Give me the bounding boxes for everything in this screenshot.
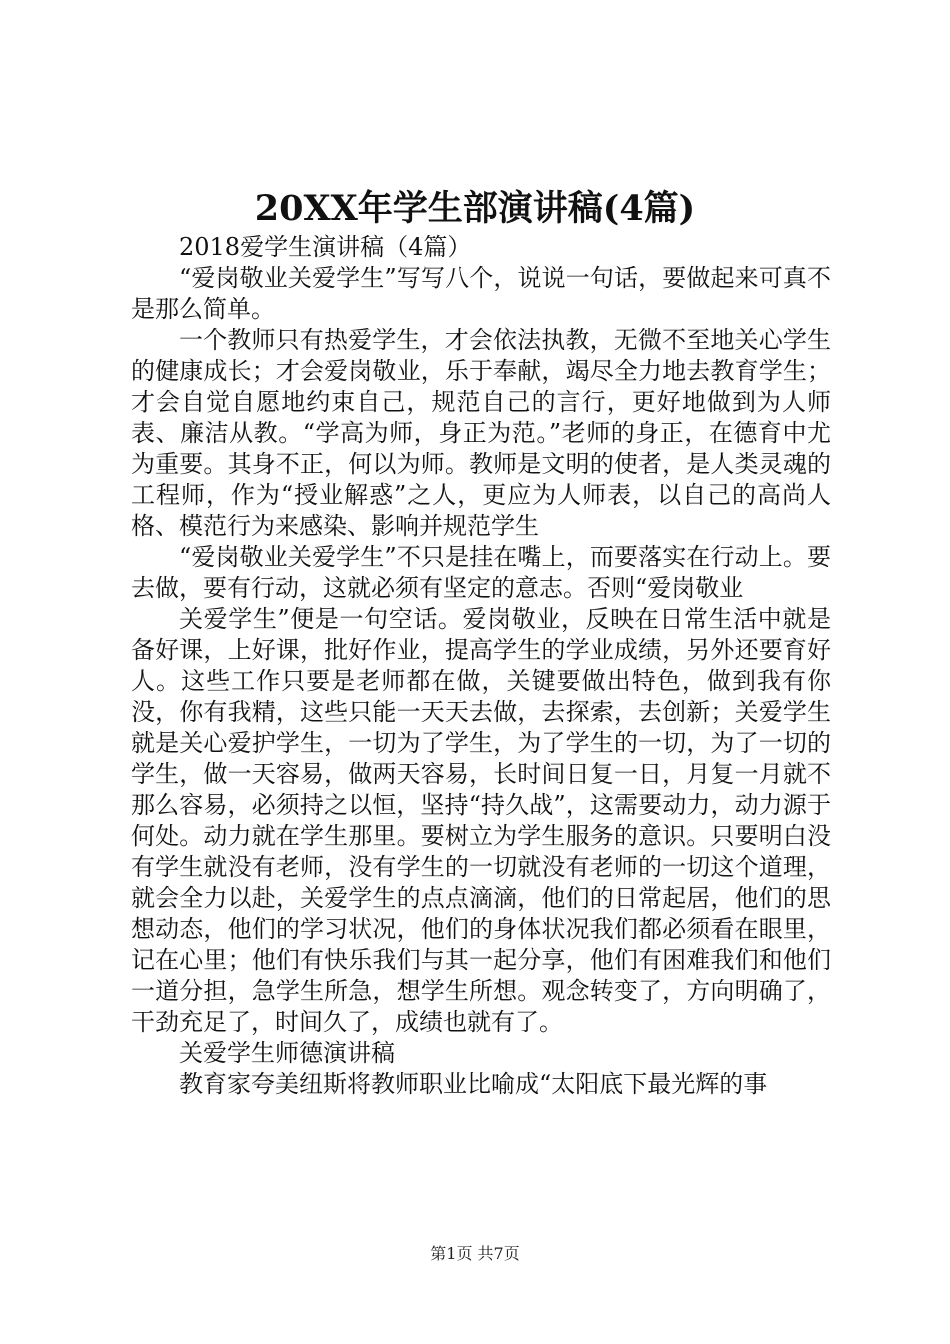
paragraph: “爱岗敬业关爱学生”不只是挂在嘴上，而要落实在行动上。要去做，要有行动，这就必须有坚定的意志。否则“爱岗敬业 bbox=[131, 543, 831, 602]
paragraph: “爱岗敬业关爱学生”写写八个，说说一句话，要做起来可真不是那么简单。 bbox=[131, 264, 831, 323]
paragraph: 关爱学生”便是一句空话。爱岗敬业，反映在日常生活中就是备好课，上好课，批好作业，提高学生的学业成绩，另外还要育好人。这些工作只要是老师都在做，关键要做出特色，做到我有你没，你有我精，这些只能一天天去做，去探索，去创新；关爱学生就是关心爱护学生，一切为了学生，为了学生的一切，为了一切的学生，做一天容易，做两天容易，长时间日复一日，月复一月就不那么容易，必须持之以恒，坚持“持久战”，这需要动力，动力源于何处。动力就在学生那里。要树立为学生服务的意识。只要明白没有学生就没有老师，没有学生的一切就没有老师的一切这个道理，就会全力以赴，关爱学生的点点滴滴，他们的日常起居，他们的思想动态，他们的学习状况，他们的身体状况我们都必须看在眼里，记在心里；他们有快乐我们与其一起分享，他们有困难我们和他们一道分担，急学生所急，想学生所想。观念转变了，方向明确了，干劲充足了，时间久了，成绩也就有了。 bbox=[131, 605, 831, 1036]
page-footer: 第1页 共7页 bbox=[430, 1244, 520, 1263]
document-body bbox=[131, 232, 831, 1100]
document-title: 20XX年学生部演讲稿(4篇) bbox=[254, 188, 696, 229]
paragraph-heading: 关爱学生师德演讲稿 bbox=[179, 1039, 395, 1067]
paragraph: 一个教师只有热爱学生，才会依法执教，无微不至地关心学生的健康成长；才会爱岗敬业，乐于奉献，竭尽全力地去教育学生；才会自觉自愿地约束自己，规范自己的言行，更好地做到为人师表、廉洁从教。“学高为师，身正为范。”老师的身正，在德育中尤为重要。其身不正，何以为师。教师是文明的使者，是人类灵魂的工程师，作为“授业解惑”之人，更应为人师表，以自己的高尚人格、模范行为来感染、影响并规范学生 bbox=[131, 326, 831, 540]
paragraph: 教育家夸美纽斯将教师职业比喻成“太阳底下最光辉的事 bbox=[179, 1070, 768, 1098]
paragraph-subtitle: 2018爱学生演讲稿（4篇） bbox=[179, 233, 472, 261]
